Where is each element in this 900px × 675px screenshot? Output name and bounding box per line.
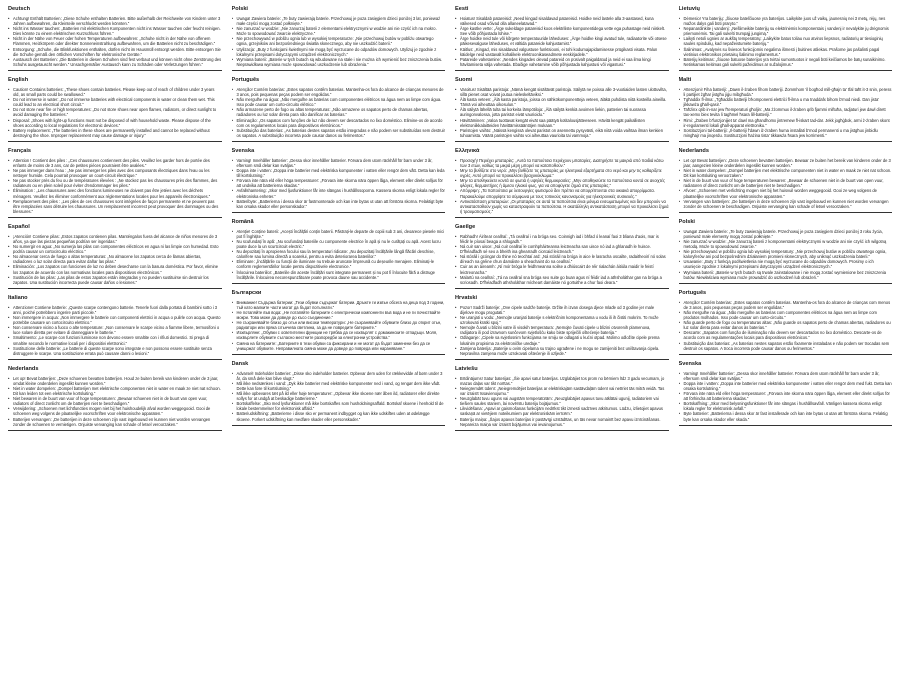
warning-list (455, 158, 669, 218)
warning-item: • Austausch der Batterien: „Die Batterien in diesen Schuhen sind fest verbaut und können nicht ohne Zerstörung des Schuhs ausgetauscht werden.“ Unsachgemäßer Austausch kann zu Schäden oder Verletzungen führen.“ (8, 57, 222, 67)
section-title: Polski (231, 6, 248, 12)
warning-item: • Förvara inte nära eld eller höga temperaturer: „Förvara inte skorna nära öppen låga, element eller direkt solljus för att undvika att batterierna skadas.“ (232, 178, 446, 188)
column-1 (8, 6, 222, 671)
warning-item: • Batteribyte: „Batterierna i dessa skor är fastmonterade och kan inte bytas ut utan att förstöra skorna. Felaktigt byte kan orsaka skador eller personskador.“ (232, 199, 446, 209)
warning-item: • Avfallshantering: „Skor med ljusfunktioner får inte slängas i hushållssoporna. Kassera skorna enligt lokala regler för elektroniska enheter.“ (232, 188, 446, 198)
warning-list (8, 376, 222, 431)
warning-item: • Paristojen vaihto: „Näissä kengissä olevat paristot on asennettu pysyvästi, eikä niitä voida vaihtaa ilman kenkien tuhoamista. Väärä paristojen vaihto voi aiheuttaa vaurioita tai vammoja.“ (455, 128, 669, 138)
warning-item: • Απόρριψη: „Τα παπούτσια με λειτουργίες φωτισμού δεν πρέπει να απορρίπτονται στα οικιακά απορρίμματα. Παρακαλούμε απορρίψτε τα σύμφωνα με τους τοπικούς κανονισμούς για ηλεκτρονικές συσκευές.“ (455, 188, 669, 198)
warning-item: • Attenzjoni! Fiha batteriji: „Dawn il-żraben fihom batteriji. Żommhom 'il bogħod mill-għajn ta' tfal taħt it-3 snin, peress li partijiet żgħar jistgħu jiġu mibgħuda.“ (679, 87, 893, 97)
language-section (455, 295, 669, 360)
warning-item: • Bateriju maiņa: „Šajos apavos baterijas ir pastāvīgi uzstādītas, un tās nevar nomainīt bez apavu iznīcināšanas. Nepareiza maiņa var izraisīt bojājumus vai ievainojumus.“ (455, 417, 669, 427)
warning-item: • Ne pas stocker près du feu ou de températures élevées : „Ne stockez pas les chaussures près des flammes, des radiateurs ou en plein soleil pour éviter d'endommager les piles.“ (8, 178, 222, 188)
warning-item: • Nie przechowywać w pobliżu ognia lub wysokiej temperatury: „Nie przechowuj butów w pobliżu otwartego ognia, kaloryferów ani pod bezpośrednim działaniem promieni słonecznych, aby uniknąć uszkodzenia baterii.“ (679, 249, 893, 259)
warning-item: • Não mergulhe na água: „Não mergulhe as baterias com componentes elétricos na água nem as limpe com produtos molhados. Isso pode causar um curto-circuito.“ (679, 310, 893, 320)
warning-item: • Tgħaddix fl-ilma: „Tgħaddix batteriji b'komponenti elettriċi fl-ilma u ma tnaddafx bihom b'mod niedi. Dan jista' jikkawża għall-qasir.“ (679, 97, 893, 107)
warning-item: • Élimination : „Les chaussures avec des fonctions lumineuses ne doivent pas être jetées avec les déchets ménagers. Veuillez les éliminer conformément aux réglementations locales pour les appareils électroniques.“ (8, 188, 222, 198)
section-title: Nederlands (678, 147, 709, 154)
section-title: Română (231, 218, 254, 225)
language-section (679, 290, 893, 355)
warning-item: • Må ikke nedsænkes i vand: „Dyk ikke batterier med elektriske komponenter ned i vand, og rengør dem ikke vådt. Dette kan føre til kortslutning.“ (232, 381, 446, 391)
warning-item: • Niet in de buurt van vuur of hoge temperaturen bewaren: „Bewaar de schoenen niet in de buurt van open vuur, radiatoren of direct zonlicht om de batterijen niet te beschadigen.“ (679, 178, 893, 188)
section-title: Hrvatski (455, 294, 478, 301)
warning-item: • Šalinimas: „Avalynės su šviesos funkcijomis negalima išmesti į buitines atliekas. Prašome jas pašalinti pagal vietinius elektronikos prietaisų šalinimo reglamentus.“ (679, 47, 893, 57)
warning-item: • Laikyti netoli ugnies ar aukštų temperatūrų: „Laikykite batus toliau nuo atviros liepsnos, radiatorių ar tiesioginių saulės spindulių, kad nepažeistumėte baterijų.“ (679, 36, 893, 46)
warning-item: • Sostituzione delle batterie: „Le batterie di queste scarpe sono integrate e non possono essere sostituite senza distruggere le scarpe. Una sostituzione errata può causare danni o lesioni.“ (8, 346, 222, 356)
warning-item: • Neiegremdēt ūdenī: „Neiegremdējiet baterijas ar elektriskajām sastāvdaļām ūdenī vai netīriet tās mitrā veidā. Tas var izraisīt īssavienojumu.“ (455, 386, 669, 396)
section-title: Lietuvių (678, 6, 700, 12)
warning-item: • Do not store near fire or high temperatures: „Do not store shoes near open flames, radiators, or direct sunlight to avoid damaging the batteries.“ (8, 107, 222, 117)
warning-item: • Attention ! Contient des piles : „Ces chaussures contiennent des piles. Veuillez les garder hors de portée des enfants de moins de 3 ans, car de petites pièces pourraient être avalées.“ (8, 158, 222, 168)
warning-item: • Let op! Bevat batterijen: „Deze schoenen bevatten batterijen. Houd ze buiten bereik van kinderen onder de 3 jaar, omdat kleine onderdelen ingeslikt kunnen worden.“ (8, 376, 222, 386)
warning-item: • Sustitución de las pilas: „Las pilas de estos zapatos están integradas y no pueden sustituirse sin destruir los zapatos. Una sustitución incorrecta puede causar daños o lesiones.“ (8, 275, 222, 285)
warning-item: • Älä kasta veteen: „Älä kasta paristoja, joissa on sähkökomponentteja veteen, äläkä puhdista niitä kosteilla aineilla. Tämä voi aiheuttaa oikosulun.“ (455, 97, 669, 107)
warning-item: • Προσοχή! Περιέχει μπαταρίες: „Αυτά τα παπούτσια περιέχουν μπαταρίες. Διατηρήστε τα μακριά από παιδιά κάτω των 3 ετών, καθώς τα μικρά μέρη μπορεί να καταποθούν.“ (455, 158, 669, 168)
language-section (232, 77, 446, 142)
warning-item: • Nie przechowywać w pobliżu ognia lub w wysokiej temperaturze: „Nie przechowuj butów w pobliżu otwartego ognia, grzejników ani bezpośredniego światła słonecznego, aby nie uszkodzić baterii.“ (232, 36, 446, 46)
warning-item: • Nepanardinkite į vandenį: „Nešlimeikite baterijų su elektrinėmis komponentais į vandenį ir nevalykite jų drėgnomis priemonėmis. Tai gali sukelti trumpąjį jungimą.“ (679, 26, 893, 36)
warning-list (232, 300, 446, 355)
warning-item: • Non conservare vicino a fuoco o alte temperature: „Non conservare le scarpe vicino a fiamme libere, termosifoni o luce solare diretta per evitare di danneggiare le batterie.“ (8, 325, 222, 335)
warning-item: • Atenție! Conține baterii: „Acești încălțări conțin baterii. Păstrați-le departe de copiii sub 3 ani, deoarece piesele mici pot fi înghițite.“ (232, 229, 446, 239)
warning-item: • Uwaga! Zawiera baterie: „Te buty zawierają baterie. Przechowuj je poza zasięgiem dzieci poniżej 3 lat, ponieważ małe części mogą zostać połknięte.“ (232, 16, 446, 26)
warning-item: • Смяна на батериите: „Батериите в тези обувки са фиксирани и не могат да бъдат заменени без да се унищожат обувките. Неправилната смяна може да доведе до повреда или нараняване.“ (232, 341, 446, 351)
warning-item: • Atenção! Contém baterias: „Estes sapatos contêm baterias. Mantenha-os fora do alcance de crianças menores de 3 anos, pois pequenas peças podem ser engolidas.“ (232, 87, 446, 97)
language-section (8, 148, 222, 218)
warning-item: • Nu scufundați în apă: „Nu scufundați bateriile cu componente electrice în apă și nu le curățați cu apă. Acest lucru poate duce la un scurtcircuit electric.“ (232, 239, 446, 249)
warning-item: • Αντικατάσταση μπαταριών: „Οι μπαταρίες σε αυτά τα παπούτσια είναι μόνιμα ενσωματωμένες και δεν μπορούν να αντικατασταθούν χωρίς να καταστραφούν τα παπούτσια. Η ακατάλληλη αντικατάσταση μπορεί να προκαλέσει ζημιά ή τραυματισμούς.“ (455, 199, 669, 214)
language-section (455, 224, 669, 289)
section-title: Svenska (231, 147, 255, 154)
warning-item: • Brīdinājums! Satur baterijas: „Šie apavi satur baterijas. Uzglabājiet tos prom no bērniem līdz 3 gadu vecumam, jo mazas daļas var tikt norītas.“ (455, 376, 669, 386)
warning-item: • Usuwanie: „Buty z funkcją podświetlenia nie mogą być wyrzucane do odpadów domowych. Prosimy o ich usunięcie zgodnie z lokalnymi przepisami dotyczącymi urządzeń elektronicznych.“ (679, 259, 893, 269)
warning-item: • Eliminación: „Los zapatos con funciones de luz no deben desecharse con la basura doméstica. Por favor, elimine los zapatos de acuerdo con las normativas locales para dispositivos electrónicos.“ (8, 264, 222, 274)
warning-list (679, 371, 893, 426)
warning-item: • Varning! Innehåller batterier: „Dessa skor innehåller batterier. Förvara dem utom räckhåll för barn under 3 år, eftersom små delar kan sväljas.“ (232, 158, 446, 168)
warning-list (232, 16, 446, 71)
warning-item: • Ne uranjati u vodu: „Nemojte uranjati baterije s električnim komponentama u vodu ili ih čistiti mokrim. To može uzrokovati kratki spoj.“ (455, 315, 669, 325)
warning-item: • Descarte: „Sapatos com função de iluminação não devem ser descartados no lixo doméstico. Descarte-os de acordo com as regulamentações locais para dispositivos eletrónicos.“ (679, 330, 893, 340)
language-section (679, 361, 893, 426)
warning-item: • Neuzglabāt tuvu uguns vai augstām temperatūrām: „Neuzglabājiet apavus tuvu atklātai ugunij, radiatoriem vai tiešiem saules stariem, lai novērstu bateriju bojājumus.“ (455, 396, 669, 406)
section-title: Português (231, 76, 260, 83)
warning-item: • Taħżinx qrib in-nar jew f'temperaturi għoljin: „Ma żżommux il-żraben qrib fjammi miftuħa, radjaturi jew dawl dirett tax-xemx biex tevita li tagħmel ħsara lill-batteriji.“ (679, 107, 893, 117)
warning-item: • Внимание! Съдържа батерии: „Тези обувки съдържат батерии. Дръжте ги извън обсега на деца под 3 години, тъй като малките части могат да бъдат погълнати.“ (232, 300, 446, 310)
section-title: Български (231, 289, 262, 296)
warning-item: • Înlocuirea bateriilor: „Bateriile din aceste încălțări sunt integrate permanent și nu pot fi înlocuite fără a distruge încălțările. Înlocuirea necorespunzătoare poate provoca daune sau accidente.“ (232, 270, 446, 280)
warning-item: • ¡Atención! Contiene pilas: „Estos zapatos contienen pilas. Manténgalos fuera del alcance de niños menores de 3 años, ya que las piezas pequeñas podrían ser ingeridas.“ (8, 234, 222, 244)
column-4 (679, 6, 893, 671)
section-title: Dansk (231, 360, 249, 367)
warning-item: • No sumergir en agua: „No sumerja las pilas con componentes eléctricos en agua ni las limpie con humedad. Esto podría causar un cortocircuito eléctrico.“ (8, 244, 222, 254)
warning-item: • Não armazene perto de fogo ou altas temperaturas: „Não armazene os sapatos perto de chamas abertas, radiadores ou luz solar direta para não danificar as baterias.“ (232, 107, 446, 117)
warning-item: • Baterijų keitimas: „Šiuose batuose baterijos yra tvirtai sumontuotos ir negali būti keičiamos be batų sunaikinimo. Netinkamas keitimas gali sukelti pažeidimus ar sužalojimus.“ (679, 57, 893, 67)
section-title: Nederlands (8, 365, 39, 372)
warning-item: • Förvara inte nära eld eller höga temperaturer: „Förvara inte skorna nära öppen låga, element eller direkt solljus för att förhindra att batterierna skadas.“ (679, 391, 893, 401)
warning-item: • Hävittäminen: „Valoa tuottavat kengät eivät saa päätyä kotitalousjätteeseen. Hävitä kengät paikallisten elektroniikkalaitteiden hävittämissääntöjen mukaan.“ (455, 118, 669, 128)
section-title: Português (678, 289, 707, 296)
warning-item: • Niet in water dompelen: „Dompel batterijen met elektrische componenten niet in water en maak ze niet nat schoon. Dit kan leiden tot een elektrische kortsluiting.“ (8, 386, 222, 396)
warning-list (232, 229, 446, 284)
language-section (232, 6, 446, 71)
warning-item: • Batteriudskiftning: „Batterierne i disse sko er permanent indbygget og kan ikke udskiftes uden at ødelægge skoene. Forkert udskiftning kan medføre skader eller personskader.“ (232, 411, 446, 421)
warning-item: • Atenção! Contém baterias: „Estes sapatos contêm baterias. Mantenha-os fora do alcance de crianças com menos de 3 anos, pois pequenas peças podem ser engolidas.“ (679, 300, 893, 310)
warning-item: • Likvidēšana: „Apavi ar gaismošanas funkcijām nedrīkst tikt izmesti sadzīves atkritumos. Lūdzu, izlietojiet apavus saskaņā ar vietējiem noteikumiem par elektroniskām ierīcēm.“ (455, 406, 669, 416)
warning-item: • Doppa inte i vatten: „Doppa inte batterier med elektriska komponenter i vatten eller rengör dem med fukt. Detta kan orsaka kortslutning.“ (679, 381, 893, 391)
warning-item: • Hoiatus! Sisaldab patareisid: „Need kingad sisaldavad patareisid. Hoidke neid lastele alla 3-aastased, kuna väikesed osad võivad olla allaneelatavad.“ (455, 16, 669, 26)
warning-item: • Patareide vahetamine: „Nendes kingades olevad patareid on püsivalt paigaldatud ja neid ei saa ilma kingi hävitamiseta välja vahetada. Ebaõige vahetamine võib põhjustada kahjustusi või vigastusi.“ (455, 57, 669, 67)
language-section (8, 224, 222, 289)
warning-item: • Älä säilytä lähellä tulta tai korkeita lämpötiloja: „Älä säilytä kenkiä avoimen liekin, patterien tai suorassa auringonvalossa, jotta paristot eivät vaurioidu.“ (455, 107, 669, 117)
warning-list (455, 16, 669, 71)
warning-item: • Niet bewaren in de buurt van vuur of hoge temperaturen: „Bewaar schoenen niet in de buurt van open vuur, radiators of direct zonlicht om de batterijen niet te beschadigen.“ (8, 396, 222, 406)
section-title: English (8, 76, 29, 83)
language-section (8, 366, 222, 431)
language-section (455, 6, 669, 71)
warning-item: • Eliminação: „Os sapatos com funções de luz não devem ser descartados no lixo doméstico. Elimine-os de acordo com os regulamentos locais para dispositivos eletrónicos.“ (232, 118, 446, 128)
warning-item: • Zamjena baterija: „Baterije u ovim cipelama su trajno ugrađene i ne mogu se zamijeniti bez uništavanja cipela. Nepravilna zamjena može uzrokovati oštećenje ili ozljede.“ (455, 346, 669, 356)
warning-item: • Substituição das baterias: „As baterias nestes sapatos estão fixamente instaladas e não podem ser trocadas sem destruir os sapatos. A troca incorreta pode causar danos ou ferimentos.“ (679, 341, 893, 351)
section-title: Italiano (8, 294, 28, 301)
warning-list (455, 305, 669, 360)
warning-item: • Nu depozitați în apropierea focului sau la temperaturi ridicate: „Nu depozitați încălțările lângă flăcări deschise, calorifere sau lumina directă a soarelui, pentru a evita deteriorarea bateriilor.“ (232, 249, 446, 259)
warning-item: • Advarsel! Indeholder batterier: „Disse sko indeholder batterier. Opbevar dem uden for rækkevidde af børn under 3 år, da små dele kan blive slugt.“ (232, 371, 446, 381)
column-2 (232, 6, 446, 671)
warning-list (232, 158, 446, 213)
warning-item: • Wymiana baterii: „Baterie w tych butach są trwale zainstalowane i nie mogą zostać wymienione bez zniszczenia butów. Niewłaściwa wymiana może prowadzić do uszkodzeń lub obrażeń.“ (679, 270, 893, 280)
language-section (679, 219, 893, 284)
warning-item: • Nicht in der Nähe von Feuer oder hohen Temperaturen aufbewahren: „Schuhe nicht in der Nähe von offenem Flammen, Heizkörpern oder direkter Sonneneinstrahlung aufbewahren, um die Batterien nicht zu beschädigen.“ (8, 36, 222, 46)
warning-list (679, 16, 893, 71)
section-title: Eesti (455, 6, 469, 12)
warning-list (455, 234, 669, 289)
warning-item: • Не съхранявайте близо до огън или високи температури: „Не съхранявайте обувките близо до открит огън, радиатори или пряка слънчева светлина, за да не повредите батериите.“ (232, 320, 446, 330)
warning-item: • Niet in water dompelen: „Dompel batterijen met elektrische componenten niet in water en maak ze niet nat schoon. Dit kan kortsluiting veroorzaken.“ (679, 168, 893, 178)
warning-list (8, 16, 222, 71)
warning-item: • Vervangen van batterijen: „De batterijen in deze schoenen zijn vast ingebouwd en kunnen niet worden vervangen zonder de schoenen te beschadigen. Onjuiste vervanging kan schade of letsel veroorzaken.“ (679, 199, 893, 209)
language-section (232, 361, 446, 426)
warning-list (232, 87, 446, 142)
language-section (8, 295, 222, 360)
warning-item: • Malartú na ceallraí: „Tá na ceallraí sna bróga seo suite go buan agus ní féidir iad a athsholáthar gan na bróga a scriosadh. D'fhéadfadh athsholáthar mícheart damáiste nó gortuithe a chur faoi deara.“ (455, 275, 669, 285)
warning-list (455, 87, 669, 142)
language-section (232, 219, 446, 284)
warning-item: • Må ikke opbevares tæt på ild eller høje temperaturer: „Opbevar ikke skoene nær åben ild, radiatorer eller direkte sollys for at undgå at beskadige batterierne.“ (232, 391, 446, 401)
warning-item: • Verwijdering: „Schoenen met lichtfuncties mogen niet bij het huishoudelijk afval worden weggegooid. Gooi de schoenen weg volgens de plaatselijke voorschriften voor elektronische apparaten.“ (8, 406, 222, 416)
warning-item: • Изхвърляне: „Обувки с осветителни функции не трябва да се изхвърлят с домакинските отпадъци. Моля, изхвърлете обувките съгласно местните разпоредби за електронни устройства.“ (232, 330, 446, 340)
warning-item: • Ná cuir san uisce: „Ná cuir ceallraí le comhpháirteanna leictreacha san uisce nó iad a ghlanadh le huisce. D'fhéadfadh sé seo a bheith ina ghearradh ciorcaid leictreach.“ (455, 244, 669, 254)
warning-item: • Käitlus: „Kingad, mis sisaldavad valgustuse funktsiooni, ei tohi kodumajapidamisesse prügikasti visata. Palun käidelge neid vastavalt kohalikele elektroonikaseadmete eeskirjadele.“ (455, 47, 669, 57)
warning-item: • Pozor! Sadrži baterije: „Ove cipele sadrže baterije. Držite ih izvan dosega djece mlađe od 3 godine jer male dijelove mogu progutati.“ (455, 305, 669, 315)
warning-item: • Не потапяйте във вода: „Не потапяйте батериите с електрически компоненти във вода и не ги почиствайте мокри. Това може да доведе до късо съединение.“ (232, 310, 446, 320)
warning-item: • Attenzione! Contiene batterie: „Queste scarpe contengono batterie. Tenerle fuori dalla portata di bambini sotto i 3 anni, poiché potrebbero ingerire parti piccole.“ (8, 305, 222, 315)
language-section (679, 77, 893, 142)
warning-item: • Μην τα αποθηκεύετε κοντά σε φωτιά ή υψηλές θερμοκρασίες: „Μην αποθηκεύετε τα παπούτσια κοντά σε ανοιχτές φλόγες, θερμαντήρες ή άμεσο ηλιακό φως, για να αποφύγετε ζημιά στις μπαταρίες.“ (455, 178, 669, 188)
warning-item: • Battery replacement: „The batteries in these shoes are permanently installed and cannot be replaced without destroying the shoe. Improper replacement may cause damage or injury.“ (8, 128, 222, 138)
warning-item: • Utylizacja: „Buty z funkcjami świetlnymi nie mogą być wyrzucane do odpadów domowych. Utylizuj je zgodnie z lokalnymi przepisami dotyczącymi urządzeń elektronicznych.“ (232, 47, 446, 57)
language-section (8, 77, 222, 142)
warning-item: • Byte batterier: „Batterierna i dessa skor är fast installerade och kan inte bytas ut utan att förstöra skorna. Felaktig byte kan orsaka skador eller skada.“ (679, 411, 893, 421)
warning-list (679, 87, 893, 142)
warning-item: • Smaltimento: „Le scarpe con funzioni luminose non devono essere smaltite con i rifiuti domestici. Si prega di smaltire secondo le normative locali per i dispositivi elettronici.“ (8, 335, 222, 345)
warning-item: • Substituição das baterias: „As baterias destes sapatos estão integradas e não podem ser substituídas sem destruir os sapatos. A substituição incorreta pode causar danos ou ferimentos.“ (232, 128, 446, 138)
warning-item: • Batterijen vervangen: „De batterijen in deze schoenen zijn vast ingebouwd en kunnen niet worden vervangen zonder de schoenen te vernietigen. Onjuiste vervanging kan schade of letsel veroorzaken.“ (8, 417, 222, 427)
warning-item: • Varning! Innehåller batterier: „Dessa skor innehåller batterier. Förvara dem utom räckhåll för barn under 3 år, eftersom små delar kan sväljas.“ (679, 371, 893, 381)
section-title: Français (8, 147, 32, 154)
language-section (232, 290, 446, 355)
section-title: Polski (678, 218, 695, 225)
section-title: Gaeilge (455, 223, 476, 230)
column-3 (455, 6, 669, 671)
warning-item: • Sostituzzjoni tal-batteriji: „Il-batteriji f'dawn iż-żraben huma installati b'mod permanenti u ma jistgħux jinbidlu mingħajr ma jinqerdu. Sostituzzjoni ħażina tista' tikkawża ħsara jew korrimenti.“ (679, 128, 893, 138)
warning-item: • Achtung! Enthält Batterien: „Diese Schuhe enthalten Batterien. Bitte außerhalb der Reichweite von Kindern unter 3 Jahren aufbewahren, da Kleinteile verschluckt werden könnten.“ (8, 16, 222, 26)
warning-item: • Remplacement des piles : „Les piles de ces chaussures sont intégrées de façon permanente et ne peuvent pas être remplacées sans détruire les chaussures. Un remplacement incorrect peut provoquer des dommages ou des blessures.“ (8, 199, 222, 214)
warning-item: • Nie zanurzać w wodzie: „Nie zanurzaj baterii z komponentami elektrycznymi w wodzie ani nie czyść ich wilgotną metodą. Może to spowodować zwarcie.“ (679, 239, 893, 249)
warning-item: • Wymiana baterii: „Baterie w tych butach są wbudowane na stałe i nie można ich wymienić bez zniszczenia butów. Nieprawidłowa wymiana może spowodować uszkodzenie lub obrażenia.“ (232, 57, 446, 67)
warning-item: • Ärge hoidke neid tule või kõrgete temperatuuride läheduses: „Ärge hoidke kingi avatud tule, radiaatorite või otsese päikesevalguse läheduses, et vältida patareide kahjustamist.“ (455, 36, 669, 46)
warning-list (232, 371, 446, 426)
warning-item: • Eliminare: „Încălțările cu funcții de iluminare nu trebuie aruncate împreună cu deșeurile menajere. Eliminați-le conform reglementărilor locale pentru dispozitivele electronice.“ (232, 259, 446, 269)
section-title: Ελληνικά (455, 147, 480, 154)
warning-item: • Varoitus! Sisältää paristoja: „Nämä kengät sisältävät paristoja. Säilytä ne poissa alle 3-vuotiaiden lasten ulottuvilta, sillä pienet osat voivat joutua nieleskeltäviksi.“ (455, 87, 669, 97)
language-section (455, 77, 669, 142)
warning-item: • Afvoer: „Schoenen met verlichting mogen niet bij het huisvuil worden weggegooid. Gooi ze weg volgens de plaatselijke voorschriften voor elektronische apparaten.“ (679, 188, 893, 198)
warning-item: • Não guarde perto de fogo ou temperaturas altas: „Não guarde os sapatos perto de chamas abertas, radiadores ou luz solar direta para evitar danos às baterias.“ (679, 320, 893, 330)
warning-item: • Doppa inte i vatten: „Doppa inte batterier med elektriska komponenter i vatten eller rengör dem vått. Detta kan leda till kortslutning.“ (232, 168, 446, 178)
section-title: Malti (678, 76, 692, 83)
language-section (455, 366, 669, 431)
language-section (455, 148, 669, 218)
warning-item: • Rimi: „Żraben b'funzjonijiet ta' dawl ma għandhomx jintremew fl-iskart tad-dar. Jekk jogħġbok, armi ż-żraben skont ir-regolamenti lokali għall-apparat elettroniku.“ (679, 118, 893, 128)
warning-list (455, 376, 669, 431)
section-title: Latviešu (455, 365, 478, 372)
warning-list (679, 229, 893, 284)
warning-item: • Odlaganje: „Cipele sa svjetlosnim funkcijama ne smiju se odlagati u kućni otpad. Molimo odložite cipele prema lokalnim propisima za elektroničke uređaje.“ (455, 335, 669, 345)
section-title: Español (8, 223, 30, 230)
warning-item: • Let op! Bevat batterijen: „Deze schoenen bevatten batterijen. Bewaar ze buiten het bereik van kinderen onder de 3 jaar, aangezien kleine onderdelen ingeslikt kunnen worden.“ (679, 158, 893, 168)
warning-item: • Uwaga! Zawiera baterie: „Te buty zawierają baterie. Przechowuj je poza zasięgiem dzieci poniżej 3 roku życia, ponieważ małe elementy mogą zostać połknięte.“ (679, 229, 893, 239)
warning-item: • Bortskaffning: „Skor med belysningsfunktioner får inte slängas i hushållsavfall. Vänligen kassera skorna enligt lokala regler för elektronisk avfall.“ (679, 401, 893, 411)
language-section (8, 6, 222, 71)
warning-item: • Cuir as an áireamh: „Ní mór bróga le feidhmeanna soilse a dhiúscairt de réir rialachán áitiúla maidir le feistí leictreonacha.“ (455, 264, 669, 274)
warning-item: • Nie zanurzać w wodzie: „Nie zanurzaj baterii z elementami elektrycznymi w wodzie ani nie czyść ich na mokro. Może to spowodować zwarcie elektryczne.“ (232, 26, 446, 36)
warning-list (679, 158, 893, 213)
section-title: Suomi (455, 76, 473, 83)
warning-item: • Ärge kastke vette: „Ärge sukeldage patareisid koos elektriliste komponentidega vette ega puhastage neid niiskelt. See võib põhjustada lühise.“ (455, 26, 669, 36)
warning-item: • Caution! Contains batteries: „These shoes contain batteries. Please keep out of reach of children under 3 years old, as small parts could be swallowed.“ (8, 87, 222, 97)
warning-item: • Rabhadh! Áirítear ceallraí: „Tá ceallraí i na bróga seo. Coinnigh iad i bhfad ó leanaí faoi 3 bliana d'aois, mar is féidir le píosaí beaga a shlogadh.“ (455, 234, 669, 244)
warning-item: • Não mergulhe na água: „Não mergulhe as baterias com componentes elétricos na água nem as limpe com água. Isso pode causar um curto-circuito elétrico.“ (232, 97, 446, 107)
warning-item: • Disposal: „Shoes with light-up functions must not be disposed of with household waste. Please dispose of the shoes according to local regulations for electronic devices.“ (8, 118, 222, 128)
warning-item: • Μην τα βυθίζετε στο νερό: „Μην βυθίζετε τις μπαταρίες με ηλεκτρικά εξαρτήματα στο νερό και μην τις καθαρίζετε υγρές. Αυτό μπορεί να προκαλέσει βραχυκύκλωμα.“ (455, 168, 669, 178)
warning-item: • No almacenar cerca de fuego o altas temperaturas: „No almacene los zapatos cerca de llamas abiertas, radiadores o luz solar directa para evitar dañar las pilas.“ (8, 254, 222, 264)
warning-list (679, 300, 893, 355)
language-section (679, 148, 893, 213)
warning-item: • Nicht ins Wasser tauchen: „Batterien mit elektrischen Komponenten nicht ins Wasser tauchen oder feucht reinigen. Dies könnte zu einem elektrischen Kurzschluss führen.“ (8, 26, 222, 36)
section-title: Svenska (678, 360, 702, 367)
warning-item: • Non immergere in acqua: „Non immergere le batterie con componenti elettrici in acqua o pulirle con acqua. Questo potrebbe causare un cortocircuito elettrico.“ (8, 315, 222, 325)
warning-item: • Entsorgung: „Schuhe, die Blinkfunktionen enthalten, dürfen nicht im Hausmüll entsorgt werden. Bitte entsorgen Sie die Schuhe gemäß den örtlichen Vorschriften für elektronische Geräte.“ (8, 47, 222, 57)
warning-item: • Nemojte čuvati u blizini vatre ili visokih temperatura: „Nemojte čuvati cipele u blizini otvorenih plamenova, radijatora ili pod izravnom sunčevom svjetlošću kako biste spriječili oštećenje baterija.“ (455, 325, 669, 335)
warning-list (8, 87, 222, 142)
warning-item: • Do not immerse in water: „Do not immerse batteries with electrical components in water or clean them wet. This could lead to an electrical short circuit.“ (8, 97, 222, 107)
language-section (232, 148, 446, 213)
warning-list (8, 234, 222, 289)
warning-item: • Ne pas immerger dans l'eau : „Ne pas immerger les piles avec des composants électriques dans l'eau ou les nettoyer humide. Cela pourrait provoquer un court-circuit électrique.“ (8, 168, 222, 178)
warning-item: • Bortskaffelse: „Sko med lysfunktioner må ikke bortskaffes som husholdningsaffald. Bortskaf skoene i henhold til de lokale bestemmelser for elektronisk affald.“ (232, 401, 446, 411)
warning-item: • Dėmesio! Yra baterijų: „Šiuose batelčiuose yra baterijos. Laikykite juos už vaikų, jaunesnių nei 3 metų, rėjų, nes mažos dalys gali būti praryto.“ (679, 16, 893, 26)
section-title: Deutsch (8, 6, 31, 12)
warning-list (8, 305, 222, 360)
warning-item: • Ná stóráil i gcóngar do thine nó teochtaí ard: „Ná stóráil na bróga in aice le lasracha oscailte, radaitheoirí nó solas díreach na gréine chun damáiste a sheachaint do na ceallraí.“ (455, 254, 669, 264)
warning-list (8, 158, 222, 218)
language-section (679, 6, 893, 71)
